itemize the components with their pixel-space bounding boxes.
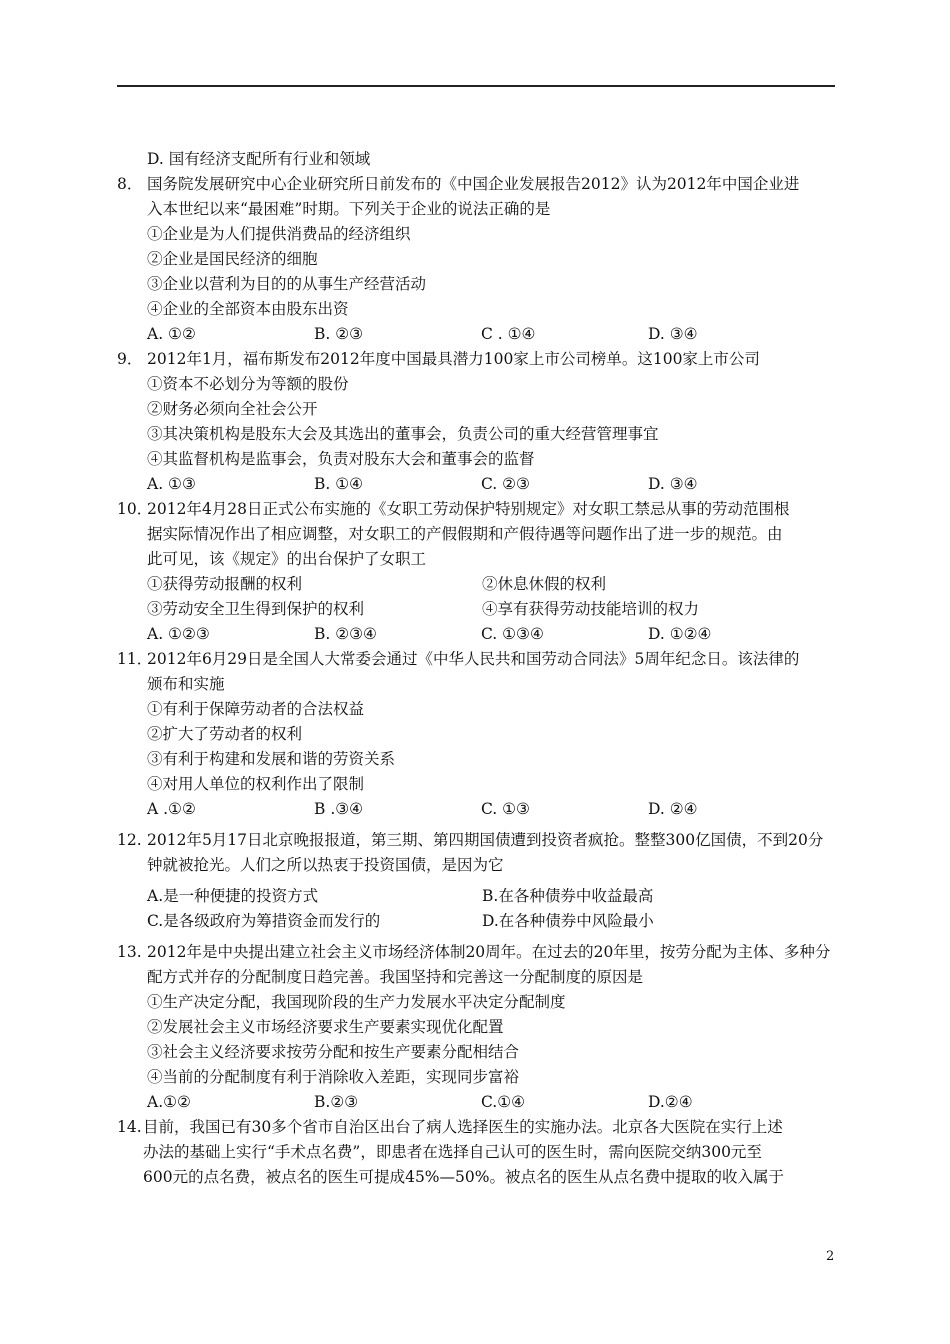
question-number: 14. xyxy=(117,1118,142,1136)
option-a: A.是一种便捷的投资方式 xyxy=(147,887,319,905)
statement-row xyxy=(117,572,835,597)
question-stem: 钟就被抢光。人们之所以热衷于投资国债，是因为它 xyxy=(147,856,504,874)
question-stem: 据实际情况作出了相应调整，对女职工的产假假期和产假待遇等问题作出了进一步的规范。由 xyxy=(147,525,783,543)
option-c: C.是各级政府为筹措资金而发行的 xyxy=(147,912,381,930)
option-b: B. ①④ xyxy=(314,475,364,493)
statement-item: ③其决策机构是股东大会及其选出的董事会，负责公司的重大经营管理事宜 xyxy=(147,425,659,443)
question-number: 9． xyxy=(117,350,143,368)
answer-options xyxy=(117,797,835,822)
answer-options xyxy=(117,909,835,934)
question-stem: 2012年是中央提出建立社会主义市场经济体制20周年。在过去的20年里，按劳分配为主体、多种分 xyxy=(147,943,831,961)
question-number: 11． xyxy=(117,650,153,668)
statement-item: ④对用人单位的权利作出了限制 xyxy=(147,775,365,793)
question-stem: 目前，我国已有30多个省市自治区出台了病人选择医生的实施办法。北京各大医院在实行上述 xyxy=(143,1118,783,1136)
question-10 xyxy=(117,497,835,572)
header-rule xyxy=(117,85,835,87)
question-14 xyxy=(117,1115,835,1190)
question-stem: 2012年4月28日正式公布实施的《女职工劳动保护特别规定》对女职工禁忌从事的劳动范围根 xyxy=(147,500,790,518)
option-b: B.②③ xyxy=(314,1093,359,1111)
statement-item: ③劳动安全卫生得到保护的权利 xyxy=(147,600,365,618)
option-a: A. ①②③ xyxy=(147,625,210,643)
question-8 xyxy=(117,172,835,222)
option-d: D.在各种债券中风险最小 xyxy=(482,912,654,930)
question-13 xyxy=(117,940,835,990)
question-stem: 配方式并存的分配制度日趋完善。我国坚持和完善这一分配制度的原因是 xyxy=(147,968,644,986)
answer-options xyxy=(117,1090,835,1115)
statement-item: ③企业以营利为目的的从事生产经营活动 xyxy=(147,275,427,293)
option-a: A. ①③ xyxy=(147,475,196,493)
question-12 xyxy=(117,828,835,878)
statement-item: ①生产决定分配，我国现阶段的生产力发展水平决定分配制度 xyxy=(147,993,566,1011)
statement-item: ③有利于构建和发展和谐的劳资关系 xyxy=(147,750,396,768)
option-b: B. ②③④ xyxy=(314,625,377,643)
statement-item: ②企业是国民经济的细胞 xyxy=(147,250,318,268)
statement-item: ④企业的全部资本由股东出资 xyxy=(147,300,349,318)
statement-item: ①有利于保障劳动者的合法权益 xyxy=(147,700,365,718)
page-number: 2 xyxy=(826,1249,835,1264)
answer-options xyxy=(117,322,835,347)
answer-options xyxy=(117,884,835,909)
option-c: C . ①④ xyxy=(481,325,536,343)
answer-options xyxy=(117,472,835,497)
option-b: B. ②③ xyxy=(314,325,364,343)
question-9 xyxy=(117,347,835,372)
statement-item: ①企业是为人们提供消费品的经济组织 xyxy=(147,225,411,243)
option-a: A .①② xyxy=(147,800,196,818)
statement-item: ②财务必须向全社会公开 xyxy=(147,400,318,418)
question-stem: 此可见，该《规定》的出台保护了女职工 xyxy=(147,550,427,568)
answer-options xyxy=(117,622,835,647)
q7-option-d: D. 国有经济支配所有行业和领域 xyxy=(147,150,371,168)
statement-item: ①资本不必划分为等额的股份 xyxy=(147,375,349,393)
question-number: 8． xyxy=(117,175,143,193)
option-b: B.在各种债券中收益最高 xyxy=(482,887,654,905)
option-d: D. ①②④ xyxy=(648,625,712,643)
option-c: C.①④ xyxy=(481,1093,526,1111)
option-d: D. ②④ xyxy=(648,800,698,818)
question-stem: 入本世纪以来“最困难”时期。下列关于企业的说法正确的是 xyxy=(147,200,551,218)
question-number: 10． xyxy=(117,500,153,518)
question-11 xyxy=(117,647,835,697)
option-a: A.①② xyxy=(147,1093,191,1111)
statement-item: ②发展社会主义市场经济要求生产要素实现优化配置 xyxy=(147,1018,504,1036)
option-d: D.②④ xyxy=(648,1093,693,1111)
question-content xyxy=(117,147,835,1190)
question-stem: 600元的点名费，被点名的医生可提成45%—50%。被点名的医生从点名费中提取的收入属于 xyxy=(143,1168,784,1186)
statement-item: ②休息休假的权利 xyxy=(482,575,607,593)
question-stem: 颁布和实施 xyxy=(147,675,225,693)
question-stem: 2012年1月，福布斯发布2012年度中国最具潜力100家上市公司榜单。这100家上市公司 xyxy=(147,350,760,368)
option-c: C. ①③④ xyxy=(481,625,544,643)
question-stem: 2012年6月29日是全国人大常委会通过《中华人民共和国劳动合同法》5周年纪念日。该法律的 xyxy=(147,650,800,668)
statement-row xyxy=(117,597,835,622)
statement-item: ②扩大了劳动者的权利 xyxy=(147,725,303,743)
option-d: D. ③④ xyxy=(648,475,698,493)
question-stem: 办法的基础上实行“手术点名费”，即患者在选择自己认可的医生时，需向医院交纳300元至 xyxy=(143,1143,762,1161)
question-number: 12. xyxy=(117,831,142,849)
option-d: D. ③④ xyxy=(648,325,698,343)
option-a: A. ①② xyxy=(147,325,196,343)
question-number: 13. xyxy=(117,943,142,961)
statement-item: ①获得劳动报酬的权利 xyxy=(147,575,303,593)
statement-item: ④当前的分配制度有利于消除收入差距，实现同步富裕 xyxy=(147,1068,520,1086)
statement-item: ④享有获得劳动技能培训的权力 xyxy=(482,600,700,618)
option-b: B .③④ xyxy=(314,800,364,818)
question-stem: 国务院发展研究中心企业研究所日前发布的《中国企业发展报告2012》认为2012年中国企业进 xyxy=(147,175,800,193)
option-c: C. ②③ xyxy=(481,475,530,493)
question-stem: 2012年5月17日北京晚报报道，第三期、第四期国债遭到投资者疯抢。整整300亿国债，不到20分 xyxy=(147,831,824,849)
statement-item: ③社会主义经济要求按劳分配和按生产要素分配相结合 xyxy=(147,1043,520,1061)
statement-item: ④其监督机构是监事会，负责对股东大会和董事会的监督 xyxy=(147,450,535,468)
option-c: C. ①③ xyxy=(481,800,530,818)
